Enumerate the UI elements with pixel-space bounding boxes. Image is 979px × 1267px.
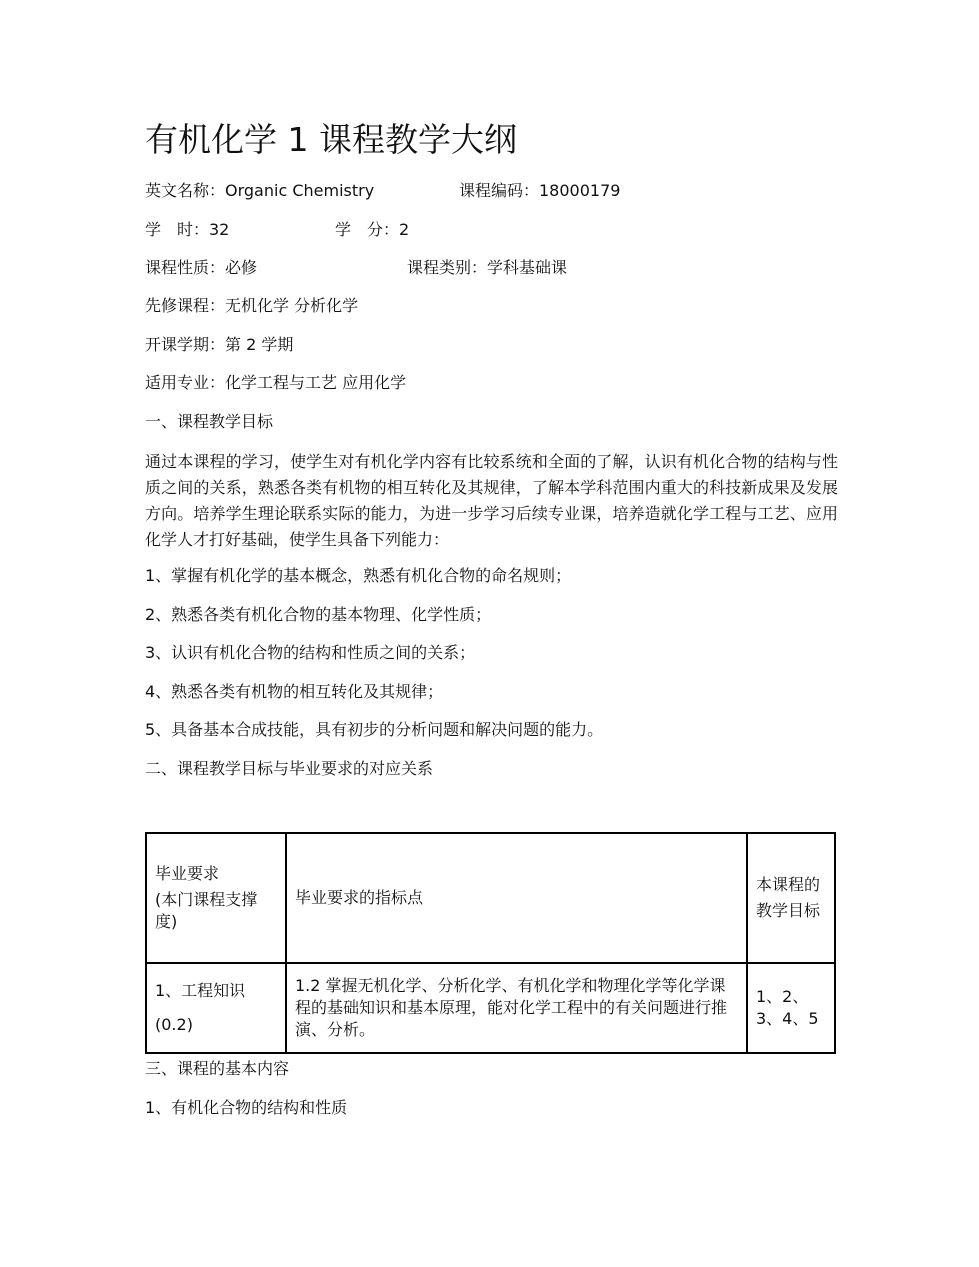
cell-indicator: 1.2 掌握无机化学、分析化学、有机化学和物理化学等化学课程的基础知识和基本原理，能对化学工程中的有关问题进行推演、分析。 — [286, 963, 747, 1053]
goal-item: 4、熟悉各类有机物的相互转化及其规律； — [145, 682, 444, 701]
subsection-heading: 1、有机化合物的结构和性质 — [145, 1098, 348, 1117]
course-hours: 学 时：32 — [145, 220, 230, 239]
header-cell-objectives: 本课程的 教学目标 — [747, 833, 835, 963]
section-heading-objectives: 一、课程教学目标 — [145, 412, 274, 431]
goal-item: 5、具备基本合成技能，具有初步的分析问题和解决问题的能力。 — [145, 720, 604, 739]
goal-item: 2、熟悉各类有机化合物的基本物理、化学性质； — [145, 605, 492, 624]
document-title: 有机化学 1 课程教学大纲 — [145, 120, 517, 159]
course-credits: 学 分：2 — [335, 220, 410, 239]
course-nature: 课程性质：必修 — [145, 258, 258, 277]
applicable-major: 适用专业：化学工程与工艺 应用化学 — [145, 373, 407, 392]
cell-objectives: 1、2、3、4、5 — [747, 963, 835, 1053]
table-row — [146, 963, 835, 1053]
section-heading-content: 三、课程的基本内容 — [145, 1059, 290, 1078]
english-name: 英文名称：Organic Chemistry — [145, 181, 375, 200]
semester: 开课学期：第 2 学期 — [145, 335, 294, 354]
table-header-row — [146, 833, 835, 963]
header-cell-requirement: 毕业要求 (本门课程支撑度) — [146, 833, 286, 963]
course-code: 课程编码：18000179 — [459, 181, 621, 200]
requirements-table — [145, 832, 836, 1054]
course-category: 课程类别：学科基础课 — [407, 258, 568, 277]
header-cell-indicator: 毕业要求的指标点 — [286, 833, 747, 963]
goal-item: 3、认识有机化合物的结构和性质之间的关系； — [145, 643, 476, 662]
objectives-paragraph: 通过本课程的学习，使学生对有机化学内容有比较系统和全面的了解，认识有机化合物的结构与性质之间的关系，熟悉各类有机物的相互转化及其规律，了解本学科范围内重大的科技新成果及发展方向。培养学生理论联系实际的能力，为进一步学习后续专业课，培养造就化学工程与工艺、应用化学人才打好基础，使学生具备下列能力： — [145, 452, 838, 549]
goal-item: 1、掌握有机化学的基本概念，熟悉有机化合物的命名规则； — [145, 566, 572, 585]
prerequisite-courses: 先修课程：无机化学 分析化学 — [145, 296, 359, 315]
cell-requirement: 1、工程知识 (0.2) — [146, 963, 286, 1053]
section-heading-mapping: 二、课程教学目标与毕业要求的对应关系 — [145, 759, 434, 778]
